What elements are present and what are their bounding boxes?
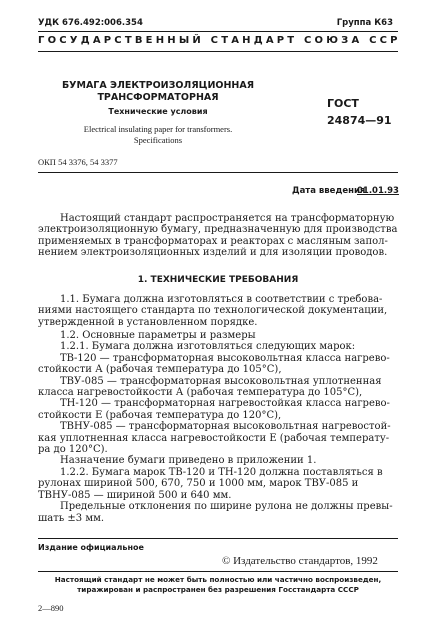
gost-label: ГОСТ [327,97,359,110]
text-line: рулонах шириной 500, 670, 750 и 1000 мм, марок ТВУ-085 и [38,478,359,490]
text-line: нением электроизоляционных изделий и для изоляции проводов. [38,247,388,259]
text-line: ра до 120°С). [38,444,108,456]
section-title: 1. ТЕХНИЧЕСКИЕ ТРЕБОВАНИЯ [137,275,299,285]
text-line: 1.2.1. Бумага должна изготовляться следующих марок: [60,341,356,353]
text-line: 1.1. Бумага должна изготовляться в соответствии с требова- [60,294,383,305]
text-line: класса нагревостойкости А (рабочая температура до 105°С), [38,387,363,399]
reproduction-notice-1: Настоящий стандарт не может быть полностью или частично воспроизведен, [54,575,382,584]
footer-rule-top [38,538,398,539]
date-value: 01.01.93 [357,186,399,196]
text-line: Настоящий стандарт распространяется на трансформаторную [60,213,395,224]
text-line: ТВ-120 — трансформаторная высоковольтная класса нагрево- [60,352,390,364]
title-line-2: ТРАНСФОРМАТОРНАЯ [97,92,219,103]
subtitle: Технические условия [108,107,208,116]
text-line: ниями настоящего стандарта по технологической документации, [38,305,388,317]
text-line: ТВНУ-085 — трансформаторная высоковольтная нагревостой- [60,421,391,433]
text-line: Назначение бумаги приведено в приложении 1. [60,455,317,467]
udk-code: УДК 676.492:006.354 [38,18,143,28]
gost-number: 24874—91 [327,114,392,127]
text-line: стойкости Е (рабочая температура до 120°С), [38,409,282,421]
date-label: Дата введения [292,186,366,196]
text-line: шать ±3 мм. [38,512,105,524]
english-title-1: Electrical insulating paper for transformers. [83,124,233,134]
title-line-1: БУМАГА ЭЛЕКТРОИЗОЛЯЦИОННАЯ [61,80,255,91]
title-rule [38,172,398,173]
group-code: Группа К63 [336,18,393,28]
text-line: ТВНУ-085 — шириной 500 и 640 мм. [38,489,232,501]
okp-code: ОКП 54 3376, 54 3377 [38,157,118,167]
text-line: Предельные отклонения по ширине рулона не должны превы- [60,501,393,513]
text-line: стойкости А (рабочая температура до 105°С), [38,364,282,376]
paragraph-1-1 [38,294,398,328]
text-line: ТН-120 — трансформаторная нагревостойкая класса нагрево- [60,398,390,410]
text-line: утвержденной в установленном порядке. [38,316,258,328]
text-line: ТВУ-085 — трансформаторная высоковольтная уплотненная [60,375,382,387]
text-line: 1.2. Основные параметры и размеры [60,330,256,341]
text-line: 1.2.2. Бумага марок ТВ-120 и ТН-120 должна поставляться в [60,466,383,478]
english-title-2: Specifications [133,135,183,145]
official-edition: Издание официальное [38,543,144,552]
grades-list [38,330,398,524]
standard-org: ГОСУДАРСТВЕННЫЙ СТАНДАРТ СОЮЗА ССР [38,35,401,46]
text-line: кая уплотненная класса нагревостойкости Е (рабочая температу- [38,432,390,444]
intro-paragraph [38,213,398,259]
text-line: электроизоляционную бумагу, предназначенную для производства [38,224,398,236]
text-line: применяемых в трансформаторах и реакторах с масляным запол- [38,235,388,247]
header-rule-bottom [38,51,398,52]
footer-rule-bottom [38,571,398,572]
page-code: 2—890 [38,603,64,613]
reproduction-notice-2: тиражирован и распространен без разрешения Госстандарта СССР [77,585,359,594]
copyright: © Издательство стандартов, 1992 [222,555,378,567]
header-rule-top [38,31,398,32]
